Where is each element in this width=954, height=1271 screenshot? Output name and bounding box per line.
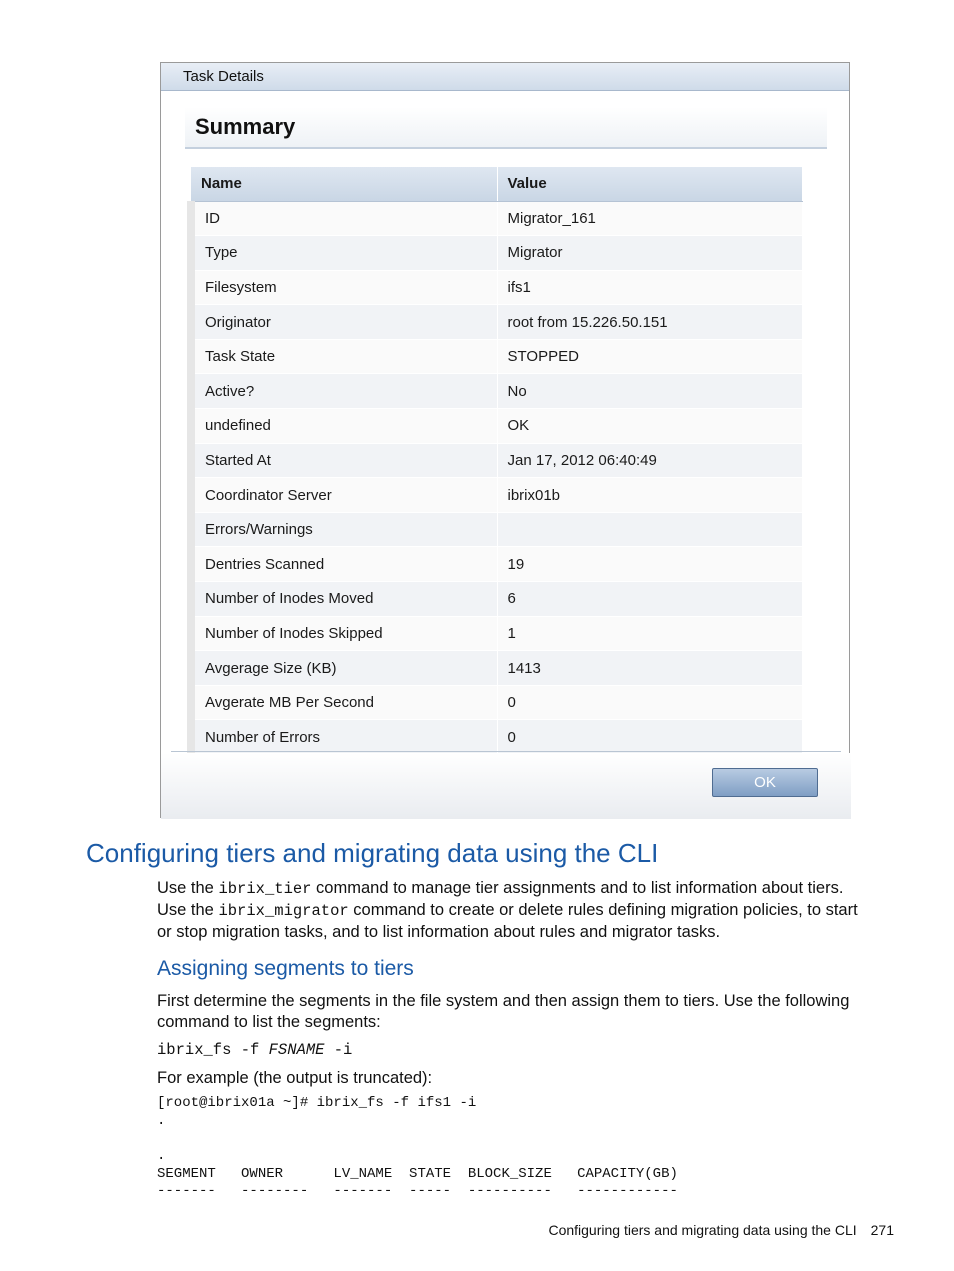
table-row[interactable] (191, 547, 803, 582)
row-name: Avgerate MB Per Second (191, 685, 497, 720)
paragraph-line: or stop migration tasks, and to list information about rules and migrator tasks. (157, 923, 721, 941)
paragraph-line (157, 878, 917, 900)
row-value: Migrator (497, 236, 803, 271)
summary-table (187, 167, 803, 755)
table-row[interactable] (191, 305, 803, 340)
inline-code: ibrix_migrator (218, 902, 349, 920)
row-name: Filesystem (191, 270, 497, 305)
sub-heading: Assigning segments to tiers (157, 957, 414, 980)
row-value (497, 512, 803, 547)
footer-title: Configuring tiers and migrating data using the CLI (548, 1222, 857, 1238)
table-row[interactable] (191, 651, 803, 686)
table-row[interactable] (191, 236, 803, 271)
row-name: Started At (191, 443, 497, 478)
example-label: For example (the output is truncated): (157, 1069, 433, 1087)
summary-table-container[interactable] (187, 167, 803, 746)
page-footer (548, 1222, 894, 1238)
output-line: . (157, 1148, 166, 1164)
paragraph-line: command to list the segments: (157, 1013, 381, 1031)
summary-heading: Summary (185, 107, 827, 149)
row-name: Avgerage Size (KB) (191, 651, 497, 686)
row-name: Number of Inodes Moved (191, 582, 497, 617)
table-row[interactable] (191, 374, 803, 409)
text-run: -i (324, 1041, 353, 1059)
row-value: root from 15.226.50.151 (497, 305, 803, 340)
section-heading: Configuring tiers and migrating data using the CLI (86, 838, 659, 868)
table-row[interactable] (191, 478, 803, 513)
table-row[interactable] (191, 685, 803, 720)
table-row[interactable] (191, 270, 803, 305)
paragraph-line (157, 900, 917, 922)
row-value: 1 (497, 616, 803, 651)
row-name: undefined (191, 409, 497, 444)
text-run: command to create or delete rules defining migration policies, to start (348, 901, 858, 919)
ok-button[interactable]: OK (712, 768, 818, 797)
table-row[interactable] (191, 512, 803, 547)
row-value: 6 (497, 582, 803, 617)
placeholder-argument: FSNAME (268, 1041, 325, 1059)
row-name: Number of Inodes Skipped (191, 616, 497, 651)
row-name: Type (191, 236, 497, 271)
row-value: 19 (497, 547, 803, 582)
table-row[interactable] (191, 616, 803, 651)
row-value: Jan 17, 2012 06:40:49 (497, 443, 803, 478)
row-name: Coordinator Server (191, 478, 497, 513)
row-value: OK (497, 409, 803, 444)
dialog-title: Task Details (161, 63, 849, 91)
paragraph-segments (157, 991, 917, 1033)
table-row[interactable] (191, 339, 803, 374)
footer-divider (171, 751, 841, 752)
row-name: Errors/Warnings (191, 512, 497, 547)
paragraph-intro (157, 878, 917, 943)
column-header-name[interactable]: Name (191, 167, 497, 201)
row-name: Dentries Scanned (191, 547, 497, 582)
row-value: 0 (497, 720, 803, 755)
row-value: Migrator_161 (497, 201, 803, 236)
row-name: ID (191, 201, 497, 236)
table-row[interactable] (191, 582, 803, 617)
table-header-row (191, 167, 803, 201)
inline-code: ibrix_tier (218, 880, 312, 898)
row-name: Originator (191, 305, 497, 340)
row-value: STOPPED (497, 339, 803, 374)
text-run: Use the (157, 879, 219, 897)
text-run: command to manage tier assignments and to list information about tiers. (311, 879, 844, 897)
table-row[interactable] (191, 720, 803, 755)
output-line: . (157, 1113, 166, 1129)
row-value: No (497, 374, 803, 409)
column-header-value[interactable]: Value (497, 167, 803, 201)
row-name: Task State (191, 339, 497, 374)
output-line: SEGMENT OWNER LV_NAME STATE BLOCK_SIZE CAPACITY(GB) (157, 1166, 678, 1182)
page-number: 271 (870, 1222, 894, 1238)
output-line: [root@ibrix01a ~]# ibrix_fs -f ifs1 -i (157, 1095, 477, 1111)
table-row[interactable] (191, 443, 803, 478)
row-name: Active? (191, 374, 497, 409)
task-details-dialog (160, 62, 850, 818)
row-name: Number of Errors (191, 720, 497, 755)
row-value: 1413 (497, 651, 803, 686)
table-row[interactable] (191, 201, 803, 236)
paragraph-line: First determine the segments in the file system and then assign them to tiers. Use the following (157, 992, 850, 1010)
row-value: 0 (497, 685, 803, 720)
text-run: Use the (157, 901, 219, 919)
row-value: ifs1 (497, 270, 803, 305)
command-syntax (157, 1041, 352, 1059)
table-row[interactable] (191, 409, 803, 444)
text-run: ibrix_fs -f (157, 1041, 269, 1059)
output-line: ------- -------- ------- ----- ---------- ------------ (157, 1183, 678, 1199)
row-value: ibrix01b (497, 478, 803, 513)
